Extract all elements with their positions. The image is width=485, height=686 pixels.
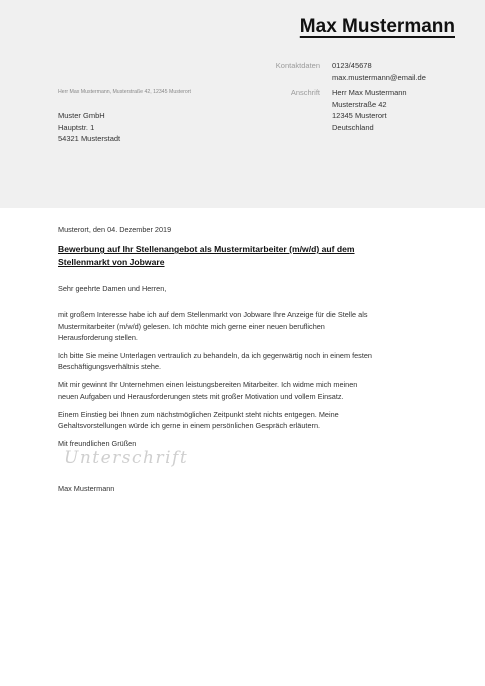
sender-address-line: Herr Max Mustermann	[332, 88, 407, 97]
sender-email: max.mustermann@email.de	[332, 72, 426, 82]
sender-address-line: Deutschland	[332, 122, 374, 132]
address-label: Anschrift	[290, 88, 320, 97]
sender-name: Max Mustermann	[299, 16, 455, 37]
letter-subject: Bewerbung auf Ihr Stellenangebot als Mustermitarbeiter (m/w/d) auf dem Stellenmarkt von Jobware	[58, 244, 355, 267]
sender-address	[332, 87, 407, 133]
sender-contact	[332, 60, 426, 83]
recipient-line: Muster GmbH	[58, 111, 105, 120]
paragraph: mit großem Interesse habe ich auf dem Stellenmarkt von Jobware Ihre Anzeige für die Stelle als Mustermitarbeiter (m/w/d) gelesen. Ich möchte mich gerne einer neuen beruflichen Herausforderung stellen.	[58, 310, 368, 342]
return-address: Herr Max Mustermann, Musterstraße 42, 12345 Musterort	[58, 89, 191, 95]
sender-address-line: 12345 Musterort	[332, 111, 387, 120]
letter-header	[0, 0, 485, 208]
salutation: Sehr geehrte Damen und Herren,	[58, 284, 167, 294]
letter-date: Musterort, den 04. Dezember 2019	[58, 225, 172, 234]
signature: Unterschrift	[64, 448, 189, 469]
letter-body	[58, 224, 378, 495]
signer-name: Max Mustermann	[58, 484, 115, 494]
contact-label: Kontaktdaten	[275, 61, 320, 70]
sender-phone: 0123/45678	[332, 61, 372, 70]
recipient-line: 54321 Musterstadt	[58, 134, 121, 143]
paragraph: Mit mir gewinnt Ihr Unternehmen einen leistungsbereiten Mitarbeiter. Ich widme mich meinen neuen Aufgaben und Herausforderungen stets mit großer Motivation und vollem Einsatz.	[58, 380, 358, 401]
sender-address-line: Musterstraße 42	[332, 99, 387, 109]
paragraph: Einem Einstieg bei Ihnen zum nächstmöglichen Zeitpunkt steht nichts entgegen. Meine Gehaltsvorstellungen würde ich gerne in einem persönlichen Gespräch erläutern.	[58, 409, 339, 431]
closing: Mit freundlichen Grüßen	[58, 439, 137, 449]
recipient-line: Hauptstr. 1	[58, 122, 95, 132]
paragraph: Ich bitte Sie meine Unterlagen vertraulich zu behandeln, da ich gegenwärtig noch in einem festen Beschäftigungsverhältnis stehe.	[58, 351, 372, 372]
recipient-address	[58, 110, 120, 145]
